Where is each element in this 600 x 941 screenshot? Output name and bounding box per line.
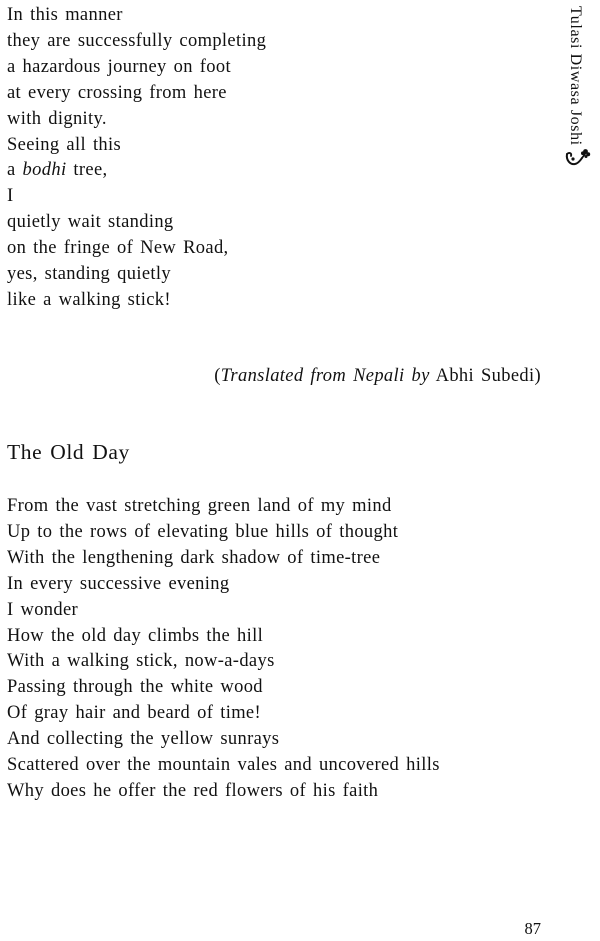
credit-translated-from: Translated from Nepali by [220,366,430,386]
poem-line: yes, standing quietly [7,264,171,285]
poem-line: How the old day climbs the hill [7,625,264,646]
poem-line: With the lengthening dark shadow of time-tree [7,547,381,568]
poem-body [7,494,440,805]
poem-line: Why does he offer the red flowers of his faith [7,780,379,801]
poem-line: In this manner [7,5,123,25]
running-head-author: Tulasi Diwasa Joshi [567,6,584,146]
poem-line: a hazardous journey on foot [7,56,231,77]
credit-close-paren: ) [534,366,541,386]
page-number: 87 [524,919,541,938]
poem-line: they are successfully completing [7,30,267,51]
poem-line: with dignity. [7,108,107,129]
poem-line-text: tree, [66,160,108,181]
poem-line-text: a [7,160,23,181]
poem-line-italic-word: bodhi [22,160,67,181]
poem-title: The Old Day [7,440,130,464]
credit-translator: Abhi Subedi [435,366,535,386]
poem-line: Passing through the white wood [7,677,263,698]
poem-line: Up to the rows of elevating blue hills of thought [7,521,399,542]
poem-line: And collecting the yellow sunrays [7,729,280,750]
translation-credit [214,366,541,387]
poem-line: quietly wait standing [7,212,174,233]
poem-line: Seeing all this [7,134,122,155]
floral-ornament-icon [563,145,591,173]
poem-line: I wonder [7,599,79,620]
poem-line: From the vast stretching green land of my mind [7,496,392,516]
poem-line: like a walking stick! [7,289,171,310]
poem-line [7,158,266,184]
poem-line: I [7,186,14,207]
poem-line: In every successive evening [7,573,230,594]
credit-open-paren: ( [214,366,221,386]
poem-line: at every crossing from here [7,82,227,103]
poem-line: on the fringe of New Road, [7,238,229,259]
poem-line: Scattered over the mountain vales and uncovered hills [7,755,440,776]
poem-line: Of gray hair and beard of time! [7,703,262,724]
poem-line: With a walking stick, now-a-days [7,651,275,672]
poem-continuation [7,3,266,314]
